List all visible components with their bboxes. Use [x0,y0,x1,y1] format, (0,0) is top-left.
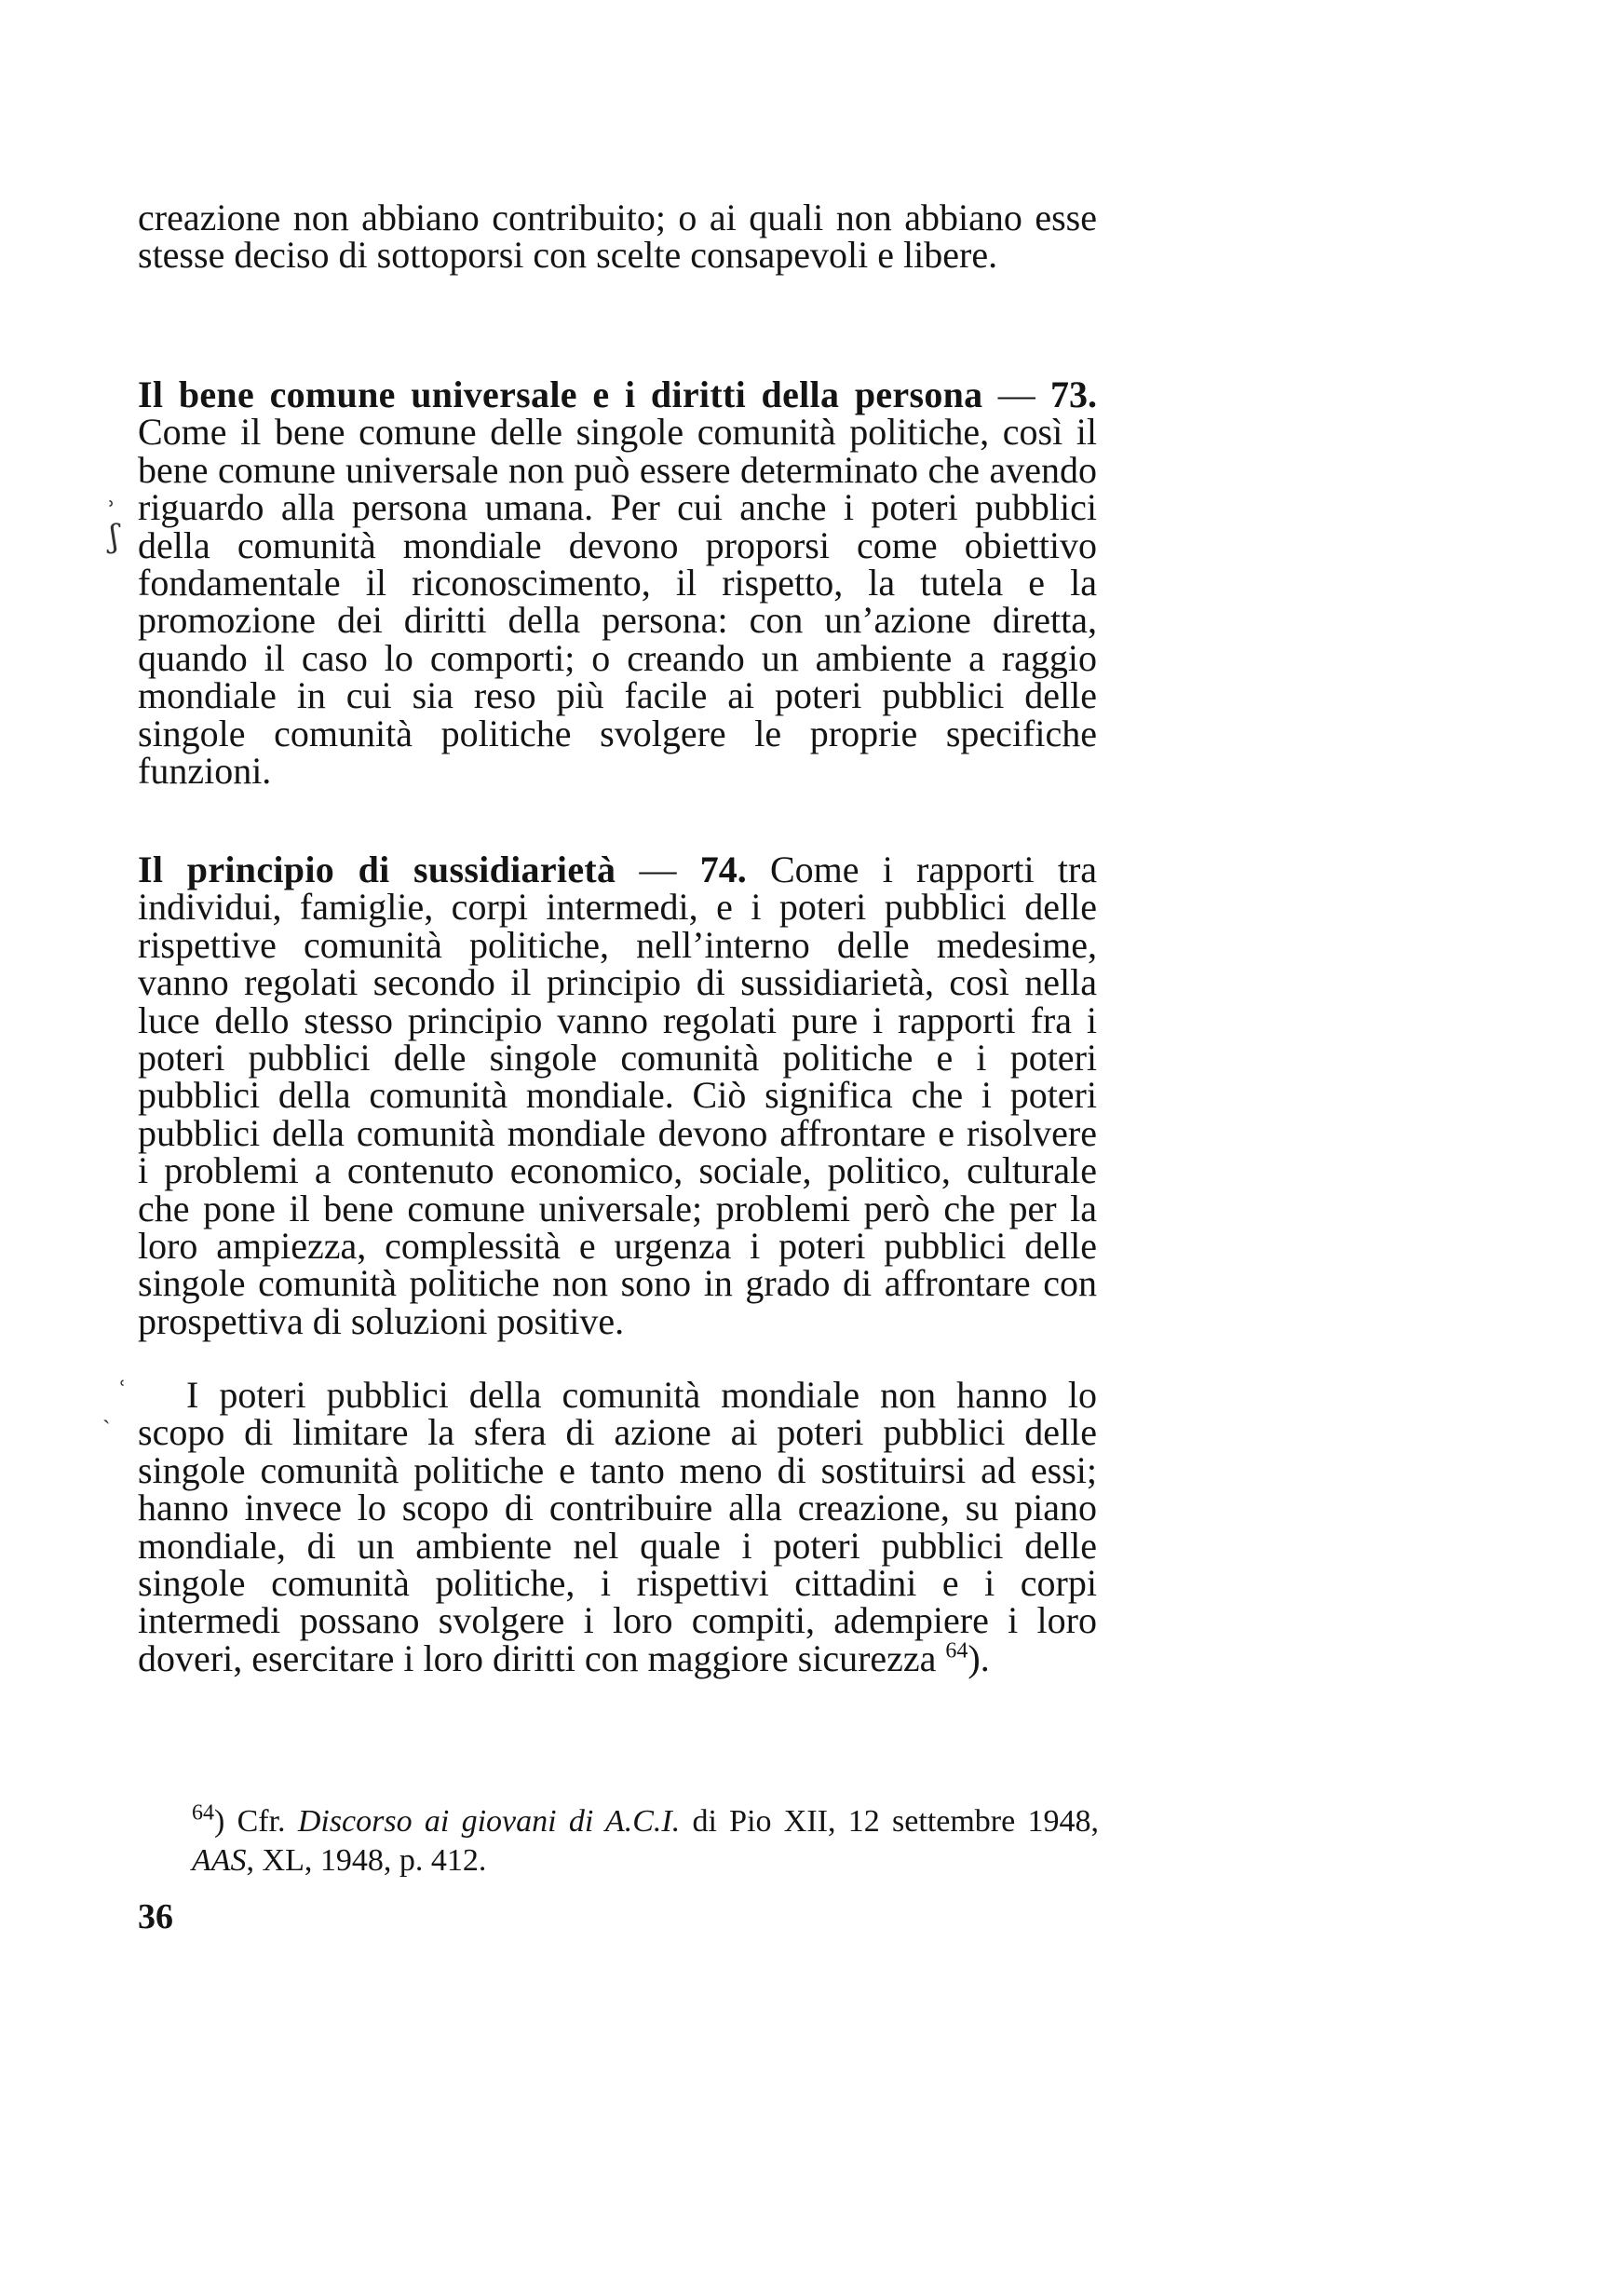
page-number: 36 [138,1897,173,1936]
section-73-paragraph [138,373,1097,793]
section-74-heading: Il principio di sussidiarietà [138,849,616,890]
footnote [192,1802,1099,1881]
section-73-number: 73. [1050,373,1097,415]
section-73-heading: Il bene comune universale e i diritti della persona [138,373,983,415]
footnote-title: Discorso ai giovani di A.C.I. [297,1804,681,1839]
section-74-number: 74. [699,849,747,890]
section-74-continuation-text: I poteri pubblici della comunità mondiale non hanno lo scopo di limitare la sfera di azione ai poteri pubblici delle singole comunità politiche e tanto meno di sostituirsi ad essi; hanno invece lo scopo di contribuire alla creazione, su piano mondiale, di un ambiente nel quale i poteri pubblici delle singole comunità politiche, i rispettivi cittadini e i corpi intermedi possano svolgere i loro compiti, adempiere i loro doveri, esercitare i loro diritti con maggiore sicurezza [138,1374,1097,1679]
margin-pencil-mark: ˏ [102,1397,111,1425]
section-74-body: Come i rapporti tra individui, famiglie, corpi intermedi, e i poteri pubblici delle rispettive comunità politiche, nell’interno delle medesime, vanno regolati secondo il principio di sussidiarietà, così nella luce dello stesso principio vanno regolati pure i rapporti fra i poteri pubblici delle singole comunità politiche e i poteri pubblici della comunità mondiale. Ciò significa che i poteri pubblici della comunità mondiale devono affrontare e risolvere i problemi a contenuto economico, sociale, politico, culturale che pone il bene comune universale; problemi però che per la loro ampiezza, complessità e urgenza i poteri pubblici delle singole comunità politiche non sono in grado di affrontare con prospettiva di soluzioni positive. [138,849,1098,1342]
footnote-mid: di Pio XII, 12 settembre 1948, [680,1804,1099,1839]
margin-pencil-mark: ʾ [108,497,115,525]
section-74-paragraph [138,851,1097,1340]
section-74-closing: ). [968,1636,990,1679]
section-73-body: Come il bene comune delle singole comunità politiche, così il bene comune universale non può essere determinato che avendo riguardo alla persona umana. Per cui anche i poteri pubblici della comunità mondiale devono proporsi come obiettivo fondamentale il riconoscimento, il rispetto, la tutela e la promozione dei diritti della persona: con un’azione diretta, quando il caso lo comporti; o creando un ambiente a raggio mondiale in cui sia reso più facile ai poteri pubblici delle singole comunità politiche svolgere le proprie specifiche funzioni. [138,411,1097,793]
footnote-marker: 64 [192,1800,214,1826]
footnote-marker-close: ) Cfr. [214,1804,298,1839]
section-74-continuation [138,1374,1097,1679]
footnote-rest: , XL, 1948, p. 412. [246,1843,487,1878]
footnote-journal: AAS [192,1843,247,1878]
section-73-dash: — [982,373,1050,415]
paragraph-continuation: creazione non abbiano contribuito; o ai quali non abbiano esse stesse deciso di sottoporsi con scelte consapevoli e libere. [138,197,1097,277]
margin-pencil-mark: ʃ [110,518,119,555]
margin-pencil-mark: ʿ [119,1377,127,1403]
footnote-reference: 64 [945,1638,968,1664]
section-74-dash: — [616,849,700,890]
